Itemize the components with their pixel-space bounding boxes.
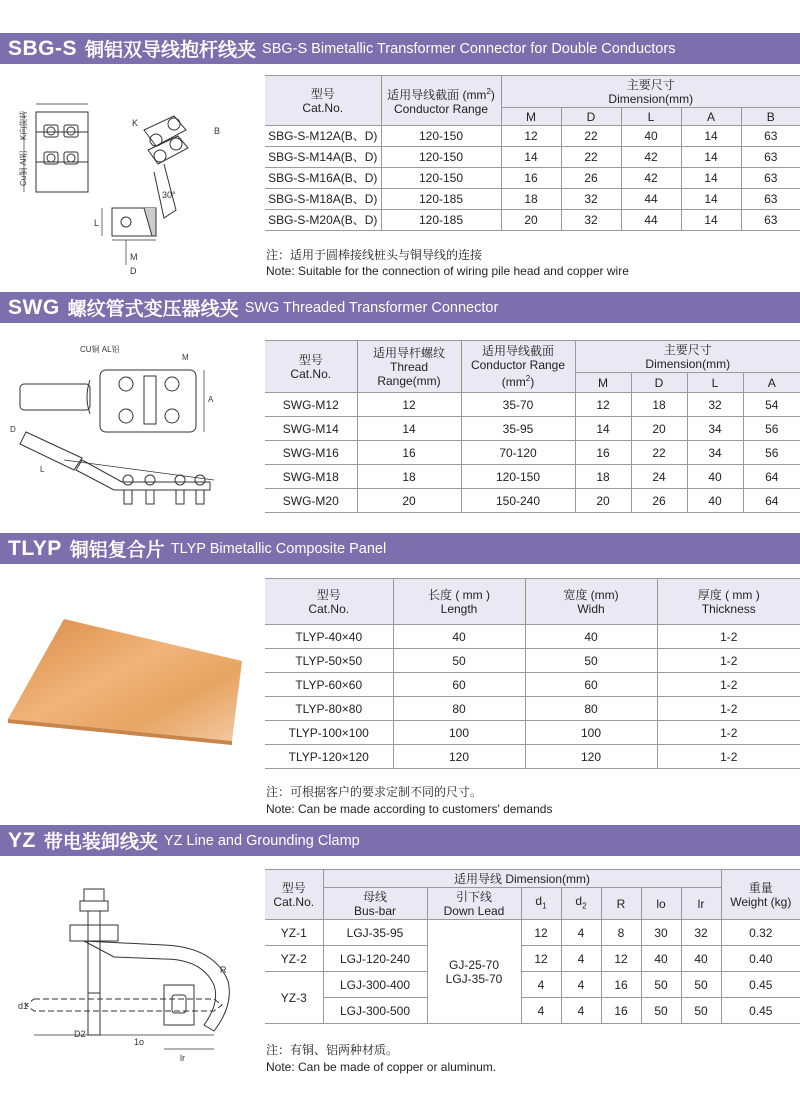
value-cell: 56 — [743, 417, 800, 441]
letter-R: R — [220, 965, 227, 975]
model-cell: SWG-M16 — [265, 441, 357, 465]
swg-connector-diagram — [4, 340, 249, 520]
section-title-cn: 带电装卸线夹 — [43, 832, 158, 853]
table-cell: 4 — [521, 998, 561, 1024]
busbar-cell: LGJ-35-95 — [323, 920, 427, 946]
col-header-model: 型号 Cat.No. — [265, 76, 381, 126]
model-cell: TLYP-50×50 — [265, 649, 393, 673]
value-cell: 100 — [525, 721, 657, 745]
value-cell: 120-150 — [381, 147, 501, 168]
value-cell: 63 — [741, 168, 800, 189]
value-cell: 12 — [501, 126, 561, 147]
value-cell: 16 — [501, 168, 561, 189]
col-header-L: L — [621, 108, 681, 126]
tlyp-note-en: Note: Can be made according to customers' demands — [266, 802, 553, 816]
value-cell: 14 — [681, 126, 741, 147]
yz-clamp-diagram — [14, 885, 249, 1065]
col-header-busbar: 母线 Bus-bar — [323, 888, 427, 920]
value-cell: 40 — [687, 465, 743, 489]
value-cell: 42 — [621, 147, 681, 168]
section-header-tlyp — [0, 533, 800, 564]
value-cell: 14 — [575, 417, 631, 441]
col-header-dimension: 适用导线 Dimension(mm) — [323, 870, 721, 888]
model-cell: SBG-S-M20A(B、D) — [265, 210, 381, 231]
weight-cell: 0.32 — [721, 920, 800, 946]
table-row — [265, 625, 800, 649]
table-cell: 4 — [561, 972, 601, 998]
value-cell: 20 — [357, 489, 461, 513]
angle-label: 30° — [162, 190, 176, 200]
col-header-thickness: 厚度 ( mm ) Thickness — [657, 579, 800, 625]
table-row — [265, 168, 800, 189]
value-cell: 35-95 — [461, 417, 575, 441]
value-cell: 12 — [357, 393, 461, 417]
table-row — [265, 465, 800, 489]
yz-model-cell: YZ-3 — [265, 972, 323, 1024]
model-cell: SBG-S-M14A(B、D) — [265, 147, 381, 168]
col-header-D: D — [561, 108, 621, 126]
value-cell: 1-2 — [657, 745, 800, 769]
col-header-model: 型号 Cat.No. — [265, 870, 323, 920]
model-cell: TLYP-120×120 — [265, 745, 393, 769]
section-header-yz — [0, 825, 800, 856]
value-cell: 64 — [743, 465, 800, 489]
value-cell: 63 — [741, 210, 800, 231]
col-header-dimension: 主要尺寸 Dimension(mm) — [575, 341, 800, 373]
k-rotation-label: K向旋转 — [19, 110, 28, 140]
col-header-range: 适用导线截面 $(mm^2)$ Conductor Range — [381, 76, 501, 126]
section-code: TLYP — [8, 536, 62, 560]
table-row — [265, 649, 800, 673]
table-row — [265, 441, 800, 465]
yz-spec-table — [265, 869, 800, 1024]
value-cell: 35-70 — [461, 393, 575, 417]
section-code: SBG-S — [8, 36, 78, 60]
table-row — [265, 745, 800, 769]
value-cell: 26 — [561, 168, 621, 189]
col-header-lo: lo — [641, 888, 681, 920]
weight-cell: 0.40 — [721, 946, 800, 972]
sbg-spec-table — [265, 75, 800, 231]
value-cell: 63 — [741, 126, 800, 147]
value-cell: 14 — [681, 147, 741, 168]
table-cell: 12 — [601, 946, 641, 972]
value-cell: 32 — [561, 189, 621, 210]
table-cell: 32 — [681, 920, 721, 946]
model-cell: SWG-M14 — [265, 417, 357, 441]
col-header-L: L — [687, 373, 743, 393]
value-cell: 18 — [575, 465, 631, 489]
model-cell: SWG-M12 — [265, 393, 357, 417]
value-cell: 14 — [501, 147, 561, 168]
letter-1o: 1o — [134, 1037, 145, 1047]
section-code: SWG — [8, 295, 60, 319]
section-title-en: YZ Line and Grounding Clamp — [163, 832, 360, 849]
value-cell: 34 — [687, 441, 743, 465]
downlead-cell: GJ-25-70 LGJ-35-70 — [427, 920, 521, 1024]
table-cell: 50 — [641, 972, 681, 998]
section-title-cn: 铜铝双导线抱杆线夹 — [85, 40, 257, 61]
section-title-en: TLYP Bimetallic Composite Panel — [170, 540, 387, 557]
value-cell: 40 — [687, 489, 743, 513]
table-cell: 40 — [641, 946, 681, 972]
value-cell: 32 — [561, 210, 621, 231]
value-cell: 20 — [575, 489, 631, 513]
value-cell: 1-2 — [657, 697, 800, 721]
value-cell: 60 — [525, 673, 657, 697]
table-cell: 4 — [561, 946, 601, 972]
value-cell: 100 — [393, 721, 525, 745]
sbg-connector-diagram — [14, 90, 244, 280]
value-cell: 80 — [393, 697, 525, 721]
value-cell: 22 — [631, 441, 687, 465]
value-cell: 26 — [631, 489, 687, 513]
col-header-dimension: 主要尺寸 Dimension(mm) — [501, 76, 800, 108]
letter-M: M — [182, 353, 189, 362]
col-header-M: M — [575, 373, 631, 393]
col-header-thread: 适用导杆螺纹 Thread Range(mm) — [357, 341, 461, 393]
model-cell: TLYP-60×60 — [265, 673, 393, 697]
col-header-B: B — [741, 108, 800, 126]
letter-K: K — [132, 118, 139, 128]
table-cell: 4 — [521, 972, 561, 998]
value-cell: 40 — [393, 625, 525, 649]
letter-L: L — [40, 465, 45, 474]
table-row — [265, 417, 800, 441]
table-cell: 50 — [641, 998, 681, 1024]
letter-d1: d1 — [18, 1001, 29, 1011]
table-cell: 12 — [521, 946, 561, 972]
sbg-note-en: Note: Suitable for the connection of wiring pile head and copper wire — [266, 264, 629, 278]
value-cell: 44 — [621, 210, 681, 231]
value-cell: 44 — [621, 189, 681, 210]
value-cell: 20 — [501, 210, 561, 231]
sbg-table-body — [265, 126, 800, 231]
model-cell: SWG-M18 — [265, 465, 357, 489]
tlyp-spec-table — [265, 578, 800, 769]
letter-lr: lr — [180, 1053, 185, 1063]
table-cell: 50 — [681, 998, 721, 1024]
sbg-note-cn: 注：适用于圆棒接线桩头与铜导线的连接 — [266, 248, 483, 262]
letter-D: D — [130, 266, 137, 276]
table-cell: 16 — [601, 998, 641, 1024]
table-row — [265, 393, 800, 417]
section-code: YZ — [8, 828, 36, 852]
yz-note-en: Note: Can be made of copper or aluminum. — [266, 1060, 497, 1074]
table-row — [265, 489, 800, 513]
value-cell: 18 — [501, 189, 561, 210]
section-title-cn: 铜铝复合片 — [69, 540, 165, 561]
copper-panel-image — [6, 615, 246, 750]
section-title-cn: 螺纹管式变压器线夹 — [67, 299, 239, 320]
value-cell: 120-150 — [381, 168, 501, 189]
letter-L: L — [94, 218, 100, 228]
value-cell: 14 — [681, 189, 741, 210]
col-header-model: 型号 Cat.No. — [265, 579, 393, 625]
col-header-lr: lr — [681, 888, 721, 920]
value-cell: 70-120 — [461, 441, 575, 465]
section-title-en: SWG Threaded Transformer Connector — [244, 299, 499, 316]
value-cell: 120 — [525, 745, 657, 769]
model-cell: TLYP-40×40 — [265, 625, 393, 649]
value-cell: 1-2 — [657, 721, 800, 745]
table-row — [265, 697, 800, 721]
tlyp-note-cn: 注：可根据客户的要求定制不同的尺寸。 — [266, 785, 483, 799]
value-cell: 12 — [575, 393, 631, 417]
value-cell: 64 — [743, 489, 800, 513]
value-cell: 120-185 — [381, 210, 501, 231]
value-cell: 22 — [561, 126, 621, 147]
col-header-width: 宽度 (mm) Widh — [525, 579, 657, 625]
model-cell: TLYP-80×80 — [265, 697, 393, 721]
value-cell: 22 — [561, 147, 621, 168]
col-header-range: 适用导线截面 Conductor Range $(mm^2)$ — [461, 341, 575, 393]
value-cell: 16 — [575, 441, 631, 465]
material-label: CU铜 AL铝 — [80, 345, 120, 354]
yz-model-cell: YZ-1 — [265, 920, 323, 946]
value-cell: 120-150 — [461, 465, 575, 489]
busbar-cell: LGJ-120-240 — [323, 946, 427, 972]
table-cell: 4 — [561, 998, 601, 1024]
table-cell: 8 — [601, 920, 641, 946]
tlyp-table-body — [265, 625, 800, 769]
col-header-length: 长度 ( mm ) Length — [393, 579, 525, 625]
value-cell: 42 — [621, 168, 681, 189]
value-cell: 120 — [393, 745, 525, 769]
swg-table-body — [265, 393, 800, 513]
value-cell: 56 — [743, 441, 800, 465]
col-header-downlead: 引下线 Down Lead — [427, 888, 521, 920]
value-cell: 34 — [687, 417, 743, 441]
model-cell: SBG-S-M18A(B、D) — [265, 189, 381, 210]
busbar-cell: LGJ-300-400 — [323, 972, 427, 998]
table-row — [265, 721, 800, 745]
value-cell: 50 — [393, 649, 525, 673]
model-cell: SBG-S-M12A(B、D) — [265, 126, 381, 147]
value-cell: 80 — [525, 697, 657, 721]
table-cell: 40 — [681, 946, 721, 972]
table-cell: 12 — [521, 920, 561, 946]
value-cell: 16 — [357, 441, 461, 465]
table-cell: 4 — [561, 920, 601, 946]
model-cell: TLYP-100×100 — [265, 721, 393, 745]
letter-A: A — [208, 395, 214, 404]
value-cell: 24 — [631, 465, 687, 489]
col-header-D: D — [631, 373, 687, 393]
table-row — [265, 673, 800, 697]
value-cell: 54 — [743, 393, 800, 417]
letter-M: M — [130, 252, 138, 262]
table-row — [265, 147, 800, 168]
material-label: Cu铜 Al铝 — [19, 150, 28, 186]
value-cell: 1-2 — [657, 649, 800, 673]
value-cell: 150-240 — [461, 489, 575, 513]
weight-cell: 0.45 — [721, 998, 800, 1024]
col-header-model: 型号 Cat.No. — [265, 341, 357, 393]
value-cell: 40 — [525, 625, 657, 649]
section-header-sbg — [0, 33, 800, 64]
value-cell: 14 — [681, 210, 741, 231]
value-cell: 32 — [687, 393, 743, 417]
busbar-cell: LGJ-300-500 — [323, 998, 427, 1024]
table-row — [265, 189, 800, 210]
table-cell: 30 — [641, 920, 681, 946]
value-cell: 20 — [631, 417, 687, 441]
weight-cell: 0.45 — [721, 972, 800, 998]
value-cell: 40 — [621, 126, 681, 147]
col-header-d1: $d_1$ — [521, 888, 561, 920]
yz-model-cell: YZ-2 — [265, 946, 323, 972]
col-header-A: A — [743, 373, 800, 393]
letter-D2: D2 — [74, 1029, 86, 1039]
table-row — [265, 126, 800, 147]
model-cell: SBG-S-M16A(B、D) — [265, 168, 381, 189]
table-cell: 16 — [601, 972, 641, 998]
letter-D: D — [10, 425, 16, 434]
value-cell: 63 — [741, 189, 800, 210]
section-header-swg — [0, 292, 800, 323]
value-cell: 120-150 — [381, 126, 501, 147]
table-cell: 50 — [681, 972, 721, 998]
col-header-A: A — [681, 108, 741, 126]
value-cell: 120-185 — [381, 189, 501, 210]
table-row — [265, 210, 800, 231]
swg-spec-table — [265, 340, 800, 513]
section-title-en: SBG-S Bimetallic Transformer Connector for Double Conductors — [262, 40, 676, 57]
value-cell: 18 — [631, 393, 687, 417]
col-header-R: R — [601, 888, 641, 920]
value-cell: 14 — [681, 168, 741, 189]
col-header-weight: 重量 Weight (kg) — [721, 870, 800, 920]
yz-note-cn: 注：有铜、铝两种材质。 — [266, 1043, 399, 1057]
value-cell: 1-2 — [657, 673, 800, 697]
letter-B: B — [214, 126, 221, 136]
value-cell: 1-2 — [657, 625, 800, 649]
col-header-d2: $d_2$ — [561, 888, 601, 920]
col-header-M: M — [501, 108, 561, 126]
value-cell: 50 — [525, 649, 657, 673]
value-cell: 60 — [393, 673, 525, 697]
value-cell: 18 — [357, 465, 461, 489]
value-cell: 63 — [741, 147, 800, 168]
value-cell: 14 — [357, 417, 461, 441]
model-cell: SWG-M20 — [265, 489, 357, 513]
